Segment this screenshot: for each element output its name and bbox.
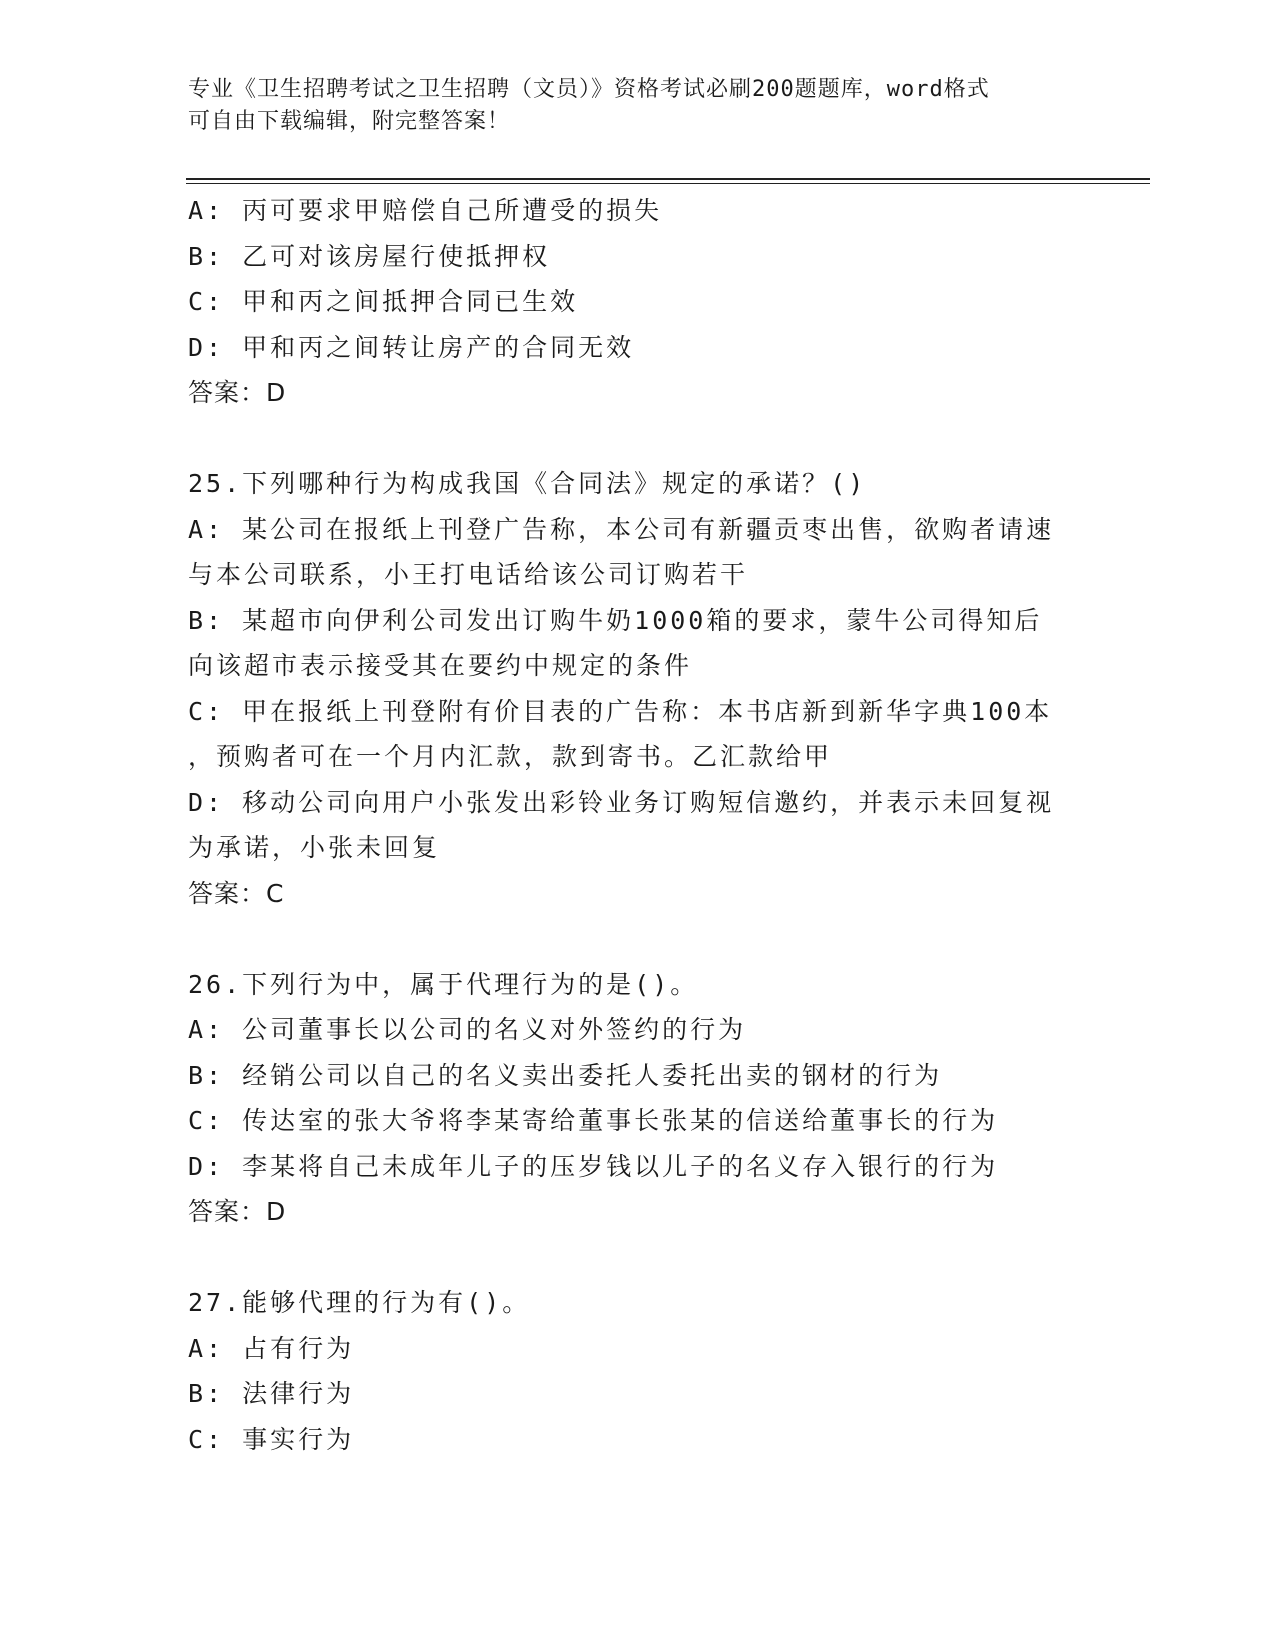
- q26-answer: 答案：D: [188, 1197, 287, 1226]
- q24-option-a: A: 丙可要求甲赔偿自己所遭受的损失: [188, 196, 663, 225]
- q27-option-a: A: 占有行为: [188, 1333, 355, 1363]
- q26-option-a: A: 公司董事长以公司的名义对外签约的行为: [188, 1015, 747, 1044]
- q25-option-d-line-2: 为承诺，小张未回复: [188, 833, 441, 862]
- q25-answer: 答案：C: [188, 878, 285, 908]
- question-27-block: [188, 1280, 1068, 1462]
- question-25-block: [188, 461, 1068, 916]
- header-divider-thick: [186, 178, 1150, 180]
- q26-option-d: D: 李某将自己未成年儿子的压岁钱以儿子的名义存入银行的行为: [188, 1151, 999, 1181]
- q24-answer: 答案：D: [188, 378, 287, 407]
- question-list: [188, 188, 1068, 1462]
- q25-option-b-line-2: 向该超市表示接受其在要约中规定的条件: [188, 651, 693, 680]
- spacer: [188, 1235, 1068, 1281]
- q25-option-a-line-1: A: 某公司在报纸上刊登广告称，本公司有新疆贡枣出售，欲购者请速: [188, 514, 1055, 544]
- q27-option-b: B: 法律行为: [188, 1379, 355, 1408]
- q27-question: 27.能够代理的行为有()。: [188, 1288, 531, 1317]
- q24-option-d: D: 甲和丙之间转让房产的合同无效: [188, 332, 635, 362]
- spacer: [188, 916, 1068, 962]
- q25-option-c-line-1: C: 甲在报纸上刊登附有价目表的广告称：本书店新到新华字典100本: [188, 696, 1053, 726]
- q27-option-c: C: 事实行为: [188, 1424, 355, 1454]
- question-24-block: [188, 188, 1068, 416]
- q26-option-c: C: 传达室的张大爷将李某寄给董事长张某的信送给董事长的行为: [188, 1106, 999, 1135]
- document-header: [188, 74, 1068, 138]
- q25-option-d-line-1: D: 移动公司向用户小张发出彩铃业务订购短信邀约，并表示未回复视: [188, 787, 1055, 817]
- q24-option-c: C: 甲和丙之间抵押合同已生效: [188, 287, 579, 316]
- q25-option-c-line-2: ，预购者可在一个月内汇款，款到寄书。乙汇款给甲: [188, 742, 833, 771]
- spacer: [188, 416, 1068, 462]
- header-divider-thin: [186, 183, 1150, 184]
- question-26-block: [188, 962, 1068, 1235]
- q24-option-b: B: 乙可对该房屋行使抵押权: [188, 241, 551, 271]
- q25-option-b-line-1: B: 某超市向伊利公司发出订购牛奶1000箱的要求，蒙牛公司得知后: [188, 605, 1043, 635]
- header-title-line-2: 可自由下载编辑，附完整答案！: [188, 109, 511, 134]
- header-title-line-1: 专业《卫生招聘考试之卫生招聘（文员）》资格考试必刷200题题库，word格式: [188, 77, 990, 102]
- q25-question: 25.下列哪种行为构成我国《合同法》规定的承诺？(): [188, 469, 867, 498]
- q26-question: 26.下列行为中，属于代理行为的是()。: [188, 969, 699, 999]
- q26-option-b: B: 经销公司以自己的名义卖出委托人委托出卖的钢材的行为: [188, 1060, 943, 1090]
- q25-option-a-line-2: 与本公司联系，小王打电话给该公司订购若干: [188, 560, 749, 589]
